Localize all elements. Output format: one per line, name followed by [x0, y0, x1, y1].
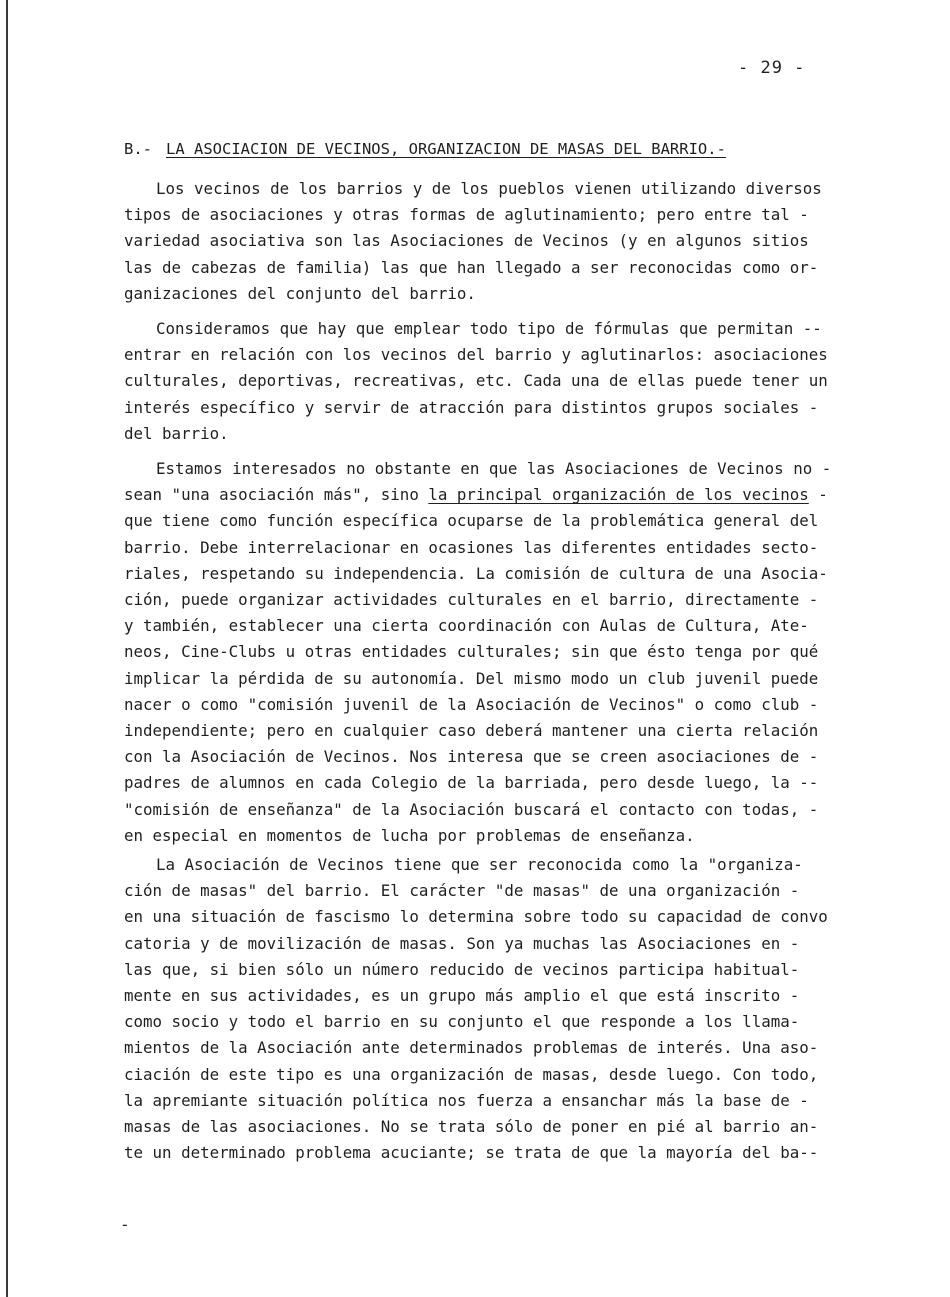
text-line: riales, respetando su independencia. La comisión de cultura de una Asocia- [124, 563, 828, 583]
text-line: la apremiante situación política nos fuerza a ensanchar más la base de - [124, 1090, 809, 1110]
text-line: tipos de asociaciones y otras formas de aglutinamiento; pero entre tal - [124, 205, 809, 225]
paragraph-4 [124, 852, 844, 1166]
text-line: las de cabezas de familia) las que han llegado a ser reconocidas como or- [124, 257, 819, 277]
text-line: Los vecinos de los barrios y de los pueblos vienen utilizando diversos [156, 179, 822, 198]
section-heading-title: LA ASOCIACION DE VECINOS, ORGANIZACION DE MASAS DEL BARRIO.- [166, 140, 726, 158]
paragraph-3 [124, 456, 844, 849]
text-line: entrar en relación con los vecinos del barrio y aglutinarlos: asociaciones [124, 345, 828, 365]
text-line: implicar la pérdida de su autonomía. Del mismo modo un club juvenil puede [124, 668, 819, 688]
text-line: neos, Cine-Clubs u otras entidades culturales; sin que ésto tenga por qué [124, 642, 819, 662]
text-line: las que, si bien sólo un número reducido de vecinos participa habitual- [124, 959, 800, 979]
paragraph-1 [124, 176, 844, 307]
text-line: como socio y todo el barrio en su conjunto el que responde a los llama- [124, 1012, 800, 1032]
text-line: Consideramos que hay que emplear todo tipo de fórmulas que permitan -- [156, 319, 822, 338]
text-line: mente en sus actividades, es un grupo más amplio el que está inscrito - [124, 986, 800, 1006]
text-line: catoria y de movilización de masas. Son ya muchas las Asociaciones en - [124, 933, 800, 953]
text-line: culturales, deportivas, recreativas, etc. Cada una de ellas puede tener un [124, 371, 828, 391]
text-line: te un determinado problema acuciante; se trata de que la mayoría del ba-- [124, 1143, 819, 1163]
section-heading-prefix: B.- [124, 140, 152, 158]
text-fragment: - [808, 485, 828, 505]
paragraph-2 [124, 316, 844, 447]
bottom-dash-mark: - [120, 1215, 130, 1234]
underlined-phrase: la principal organización de los vecinos [428, 485, 809, 505]
text-line: y también, establecer una cierta coordinación con Aulas de Cultura, Ate- [124, 616, 809, 636]
text-line: Estamos interesados no obstante en que las Asociaciones de Vecinos no - [156, 459, 832, 478]
text-line: variedad asociativa son las Asociaciones de Vecinos (y en algunos sitios [124, 231, 809, 251]
text-line: ganizaciones del conjunto del barrio. [124, 283, 476, 303]
section-heading [124, 140, 824, 158]
text-line: padres de alumnos en cada Colegio de la barriada, pero desde luego, la -- [124, 773, 819, 793]
text-line: que tiene como función específica ocuparse de la problemática general del [124, 511, 819, 531]
text-line: en especial en momentos de lucha por problemas de enseñanza. [124, 825, 695, 845]
text-fragment: sean "una asociación más", sino [124, 485, 429, 505]
text-line: ciación de este tipo es una organización de masas, desde luego. Con todo, [124, 1064, 819, 1084]
text-line: en una situación de fascismo lo determina sobre todo su capacidad de convo [124, 907, 828, 927]
text-line [124, 482, 844, 508]
text-line: ción, puede organizar actividades culturales en el barrio, directamente - [124, 590, 819, 610]
text-line: barrio. Debe interrelacionar en ocasiones las diferentes entidades secto- [124, 537, 819, 557]
page-edge-line [6, 0, 8, 1297]
text-line: nacer o como "comisión juvenil de la Asociación de Vecinos" o como club - [124, 694, 819, 714]
text-line: del barrio. [124, 423, 229, 443]
text-line: La Asociación de Vecinos tiene que ser reconocida como la "organiza- [156, 855, 803, 874]
text-line: mientos de la Asociación ante determinados problemas de interés. Una aso- [124, 1038, 819, 1058]
text-line: independiente; pero en cualquier caso deberá mantener una cierta relación [124, 721, 819, 741]
text-line: "comisión de enseñanza" de la Asociación buscará el contacto con todas, - [124, 799, 819, 819]
text-line: ción de masas" del barrio. El carácter "de masas" de una organización - [124, 881, 800, 901]
text-line: masas de las asociaciones. No se trata sólo de poner en pié al barrio an- [124, 1117, 819, 1137]
text-line: con la Asociación de Vecinos. Nos interesa que se creen asociaciones de - [124, 747, 819, 767]
text-line: interés específico y servir de atracción para distintos grupos sociales - [124, 397, 819, 417]
page-number: - 29 - [738, 58, 806, 78]
